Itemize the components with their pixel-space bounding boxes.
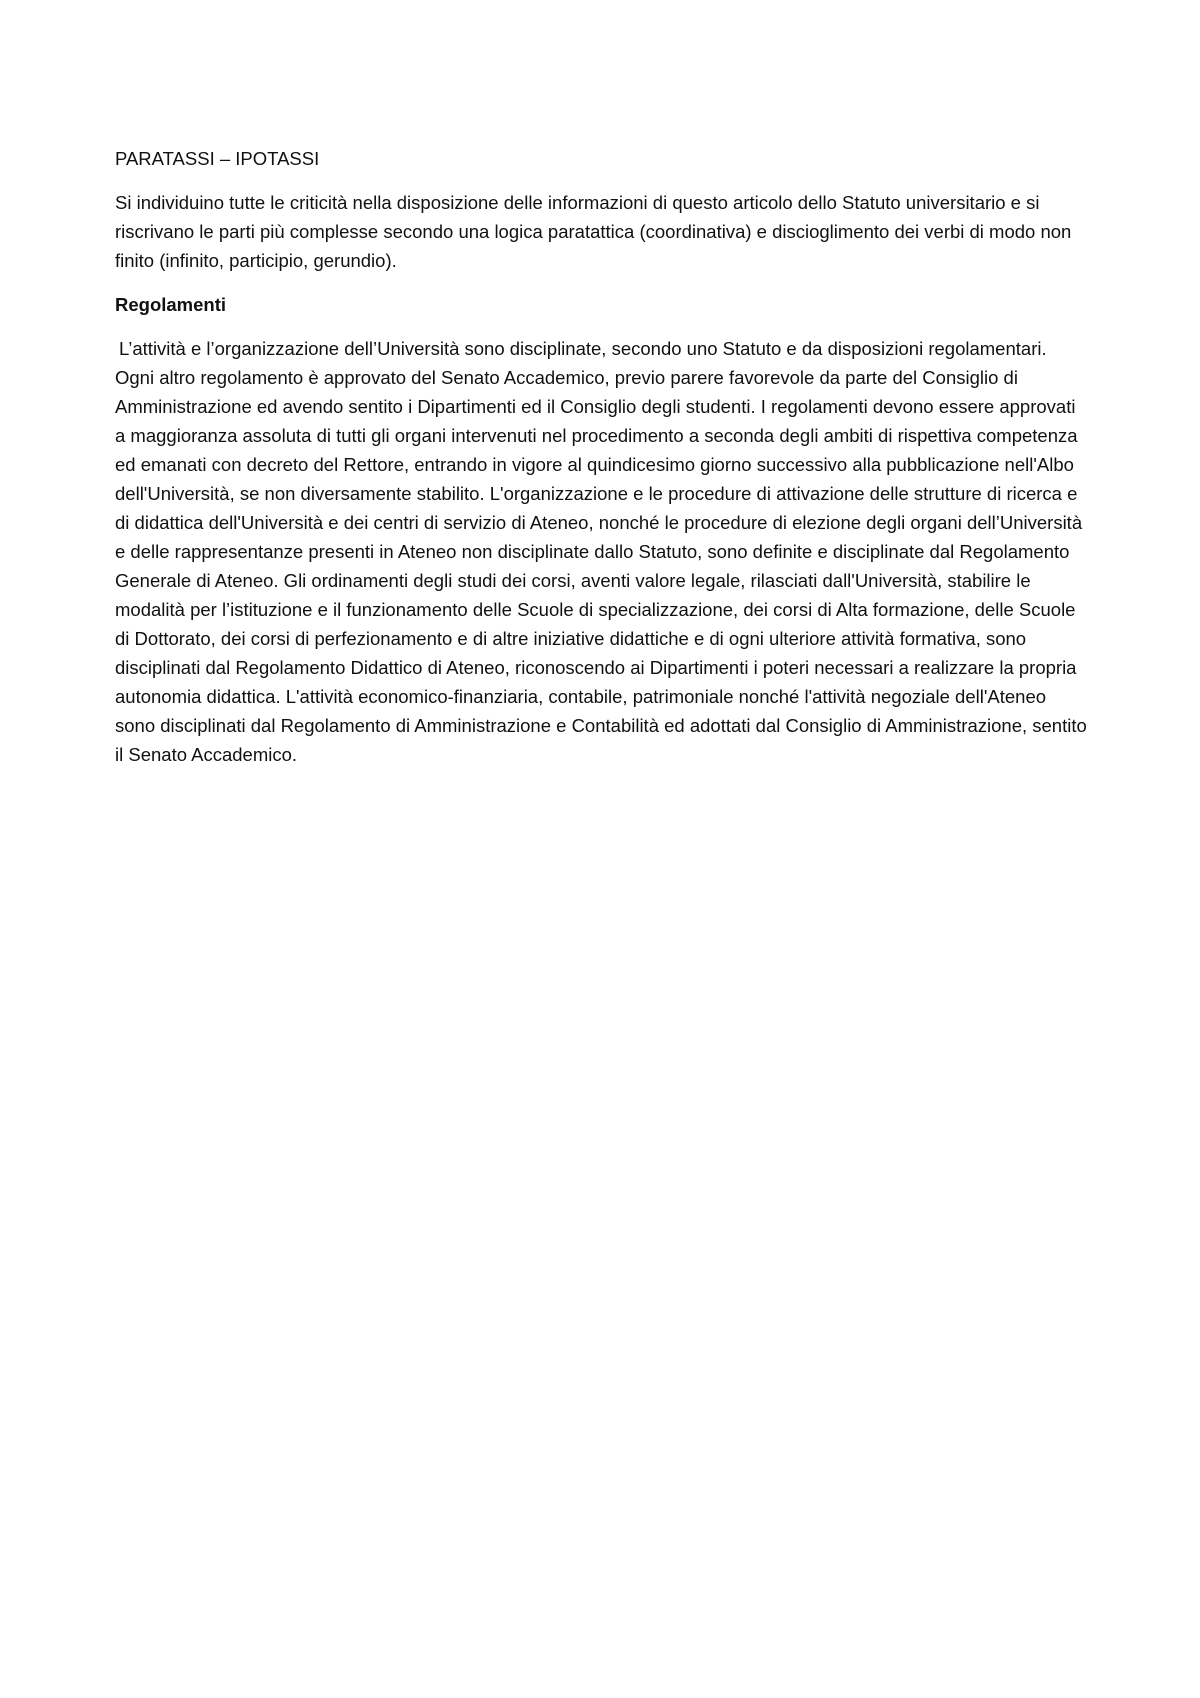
section-body-paragraph: L’attività e l’organizzazione dell’Università sono disciplinate, secondo uno Statuto e da disposizioni regolamentari. Ogni altro regolamento è approvato del Senato Accademico, previo parere favorevole da parte del Consiglio di Amministrazione ed avendo sentito i Dipartimenti ed il Consiglio degli studenti. I regolamenti devono essere approvati a maggioranza assoluta di tutti gli organi intervenuti nel procedimento a seconda degli ambiti di rispettiva competenza ed emanati con decreto del Rettore, entrando in vigore al quindicesimo giorno successivo alla pubblicazione nell'Albo dell'Università, se non diversamente stabilito. L'organizzazione e le procedure di attivazione delle strutture di ricerca e di didattica dell'Università e dei centri di servizio di Ateneo, nonché le procedure di elezione degli organi dell’Università e delle rappresentanze presenti in Ateneo non disciplinate dallo Statuto, sono definite e disciplinate dal Regolamento Generale di Ateneo. Gli ordinamenti degli studi dei corsi, aventi valore legale, rilasciati dall'Università, stabilire le modalità per l’istituzione e il funzionamento delle Scuole di specializzazione, dei corsi di Alta formazione, delle Scuole di Dottorato, dei corsi di perfezionamento e di altre iniziative didattiche e di ogni ulteriore attività formativa, sono disciplinati dal Regolamento Didattico di Ateneo, riconoscendo ai Dipartimenti i poteri necessari a realizzare la propria autonomia didattica. L'attività economico-finanziaria, contabile, patrimoniale nonché l'attività negoziale dell'Ateneo sono disciplinati dal Regolamento di Amministrazione e Contabilità ed adottati dal Consiglio di Amministrazione, sentito il Senato Accademico. bbox=[115, 338, 1087, 765]
document-title: PARATASSI – IPOTASSI bbox=[115, 148, 320, 169]
section-heading: Regolamenti bbox=[115, 294, 227, 315]
document-content bbox=[115, 144, 1090, 769]
instruction-paragraph: Si individuino tutte le criticità nella disposizione delle informazioni di questo articolo dello Statuto universitario e si riscrivano le parti più complesse secondo una logica paratattica (coordinativa) e discioglimento dei verbi di modo non finito (infinito, participio, gerundio). bbox=[115, 192, 1072, 271]
